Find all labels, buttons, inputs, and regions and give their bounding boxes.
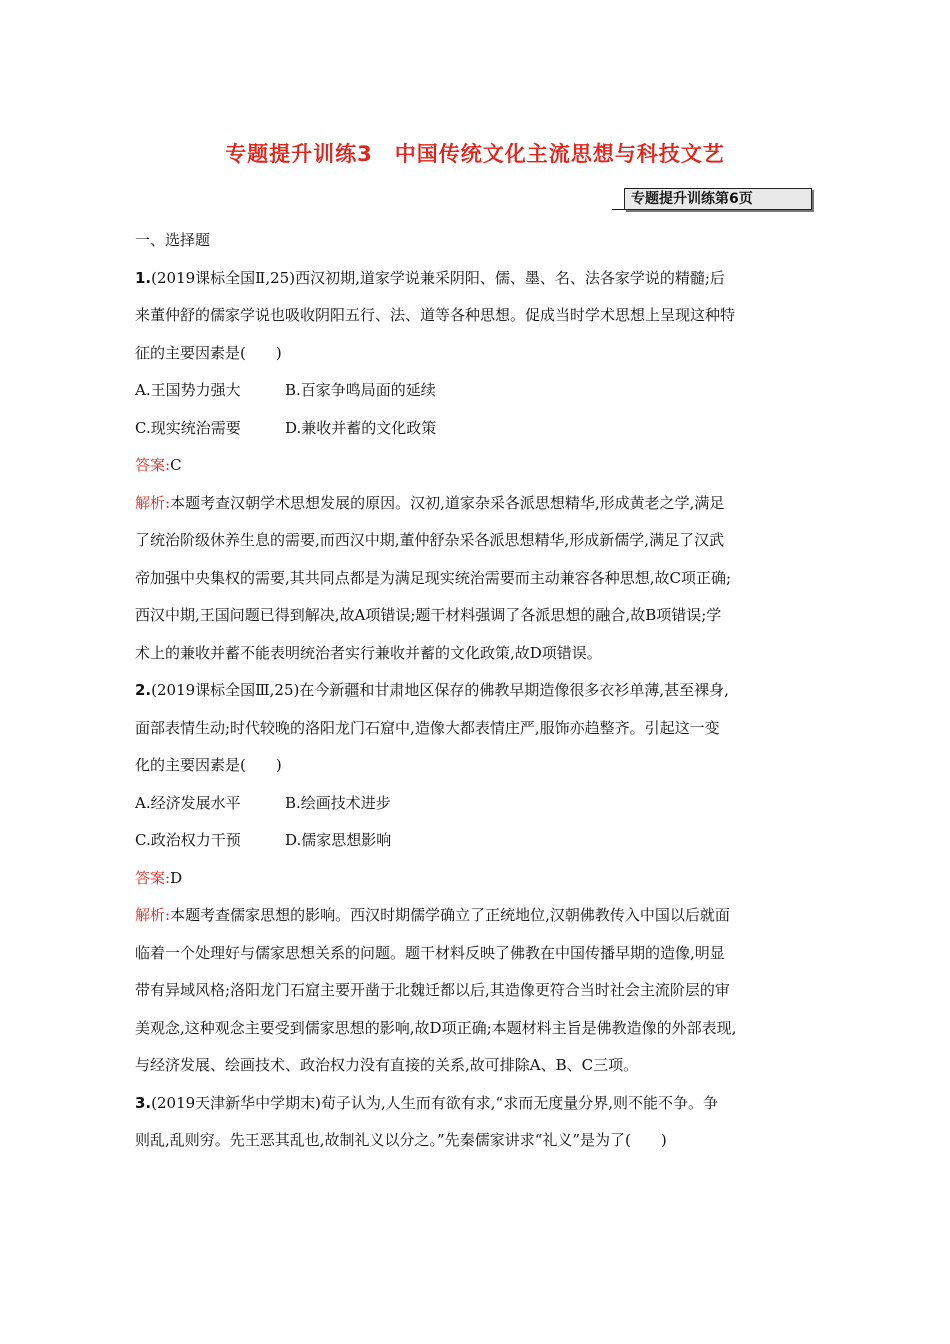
q1-analysis-1 bbox=[135, 489, 820, 527]
q1-analysis-label: 解析: bbox=[135, 493, 171, 512]
q2-option-a: A.经济发展水平 bbox=[135, 793, 241, 812]
q2-analysis-label: 解析: bbox=[135, 906, 171, 924]
q2-analysis-1 bbox=[135, 901, 820, 939]
q1-analysis-2: 了统治阶级休养生息的需要,而西汉中期,董仲舒杂采各派思想精华,形成新儒学,满足了汉武 bbox=[135, 531, 725, 549]
q1-answer-label: 答案: bbox=[135, 456, 171, 474]
page-tag-label: 专题提升训练第6页 bbox=[631, 191, 753, 207]
page-title: 专题提升训练3 中国传统文化主流思想与科技文艺 bbox=[225, 142, 725, 166]
q2-option-d: D.儒家思想影响 bbox=[285, 831, 392, 849]
q2-answer-value: D bbox=[170, 868, 183, 887]
q1-text-1: (2019课标全国Ⅱ,25)西汉初期,道家学说兼采阴阳、儒、墨、名、法各家学说的精髓;后 bbox=[151, 268, 725, 287]
q1-analysis-4: 西汉中期,王国问题已得到解决,故A项错误;题干材料强调了各派思想的融合,故B项错误;学 bbox=[135, 606, 722, 624]
q1-option-c: C.现实统治需要 bbox=[135, 418, 241, 437]
q3-number: 3. bbox=[135, 1093, 152, 1112]
q1-option-d: D.兼收并蓄的文化政策 bbox=[285, 418, 437, 437]
q1-analysis-5: 术上的兼收并蓄不能表明统治者实行兼收并蓄的文化政策,故D项错误。 bbox=[135, 643, 602, 662]
q2-line-3: 化的主要因素是( ) bbox=[135, 756, 282, 774]
q2-analysis-2: 临着一个处理好与儒家思想关系的问题。题干材料反映了佛教在中国传播早期的造像,明显 bbox=[135, 943, 725, 962]
q2-analysis-4: 美观念,这种观念主要受到儒家思想的影响,故D项正确;本题材料主旨是佛教造像的外部表现, bbox=[135, 1018, 737, 1037]
tag-underline bbox=[612, 209, 624, 210]
q1-line-1 bbox=[135, 264, 820, 302]
q2-options-ab bbox=[135, 789, 820, 827]
q1-analysis-text-1: 本题考查汉朝学术思想发展的原因。汉初,道家杂采各派思想精华,形成黄老之学,满足 bbox=[170, 493, 725, 512]
q2-option-c: C.政治权力干预 bbox=[135, 831, 241, 849]
q1-option-b: B.百家争鸣局面的延续 bbox=[285, 381, 436, 399]
question-content bbox=[135, 226, 820, 1164]
q1-line-2: 来董仲舒的儒家学说也吸收阴阳五行、法、道等各种思想。促成当时学术思想上呈现这种特 bbox=[135, 306, 736, 324]
q2-analysis-5: 与经济发展、绘画技术、政治权力没有直接的关系,故可排除A、B、C三项。 bbox=[135, 1056, 639, 1074]
q3-line-1 bbox=[135, 1089, 820, 1127]
q1-answer bbox=[135, 451, 820, 489]
q1-line-3: 征的主要因素是( ) bbox=[135, 343, 282, 362]
q2-answer bbox=[135, 864, 820, 902]
q2-analysis-text-1: 本题考查儒家思想的影响。西汉时期儒学确立了正统地位,汉朝佛教传入中国以后就面 bbox=[170, 906, 730, 924]
q1-answer-value: C bbox=[170, 456, 182, 474]
q1-number: 1. bbox=[135, 268, 152, 287]
section-heading: 一、选择题 bbox=[135, 231, 211, 249]
q2-answer-label: 答案: bbox=[135, 868, 171, 887]
q2-text-1: (2019课标全国Ⅲ,25)在今新疆和甘肃地区保存的佛教早期造像很多衣衫单薄,甚至裸身, bbox=[151, 681, 729, 699]
q1-options-ab bbox=[135, 376, 820, 414]
q2-option-b: B.绘画技术进步 bbox=[285, 793, 391, 812]
q3-line-2: 则乱,乱则穷。先王恶其乱也,故制礼义以分之。”先秦儒家讲求“礼义”是为了( ) bbox=[135, 1131, 667, 1149]
q2-analysis-3: 带有异域风格;洛阳龙门石窟主要开凿于北魏迁都以后,其造像更符合当时社会主流阶层的审 bbox=[135, 981, 730, 999]
q2-number: 2. bbox=[135, 681, 152, 699]
q1-analysis-3: 帝加强中央集权的需要,其共同点都是为满足现实统治需要而主动兼容各种思想,故C项正确; bbox=[135, 568, 732, 587]
q2-options-cd bbox=[135, 826, 820, 864]
q2-line-2: 面部表情生动;时代较晚的洛阳龙门石窟中,造像大都表情庄严,服饰亦趋整齐。引起这一变 bbox=[135, 718, 720, 737]
q3-text-1: (2019天津新华中学期末)荀子认为,人生而有欲有求,“求而无度量分界,则不能不争。争 bbox=[151, 1093, 718, 1112]
q2-line-1 bbox=[135, 676, 820, 714]
q1-option-a: A.王国势力强大 bbox=[135, 381, 241, 399]
q1-options-cd bbox=[135, 414, 820, 452]
page-tag-box bbox=[624, 188, 812, 210]
